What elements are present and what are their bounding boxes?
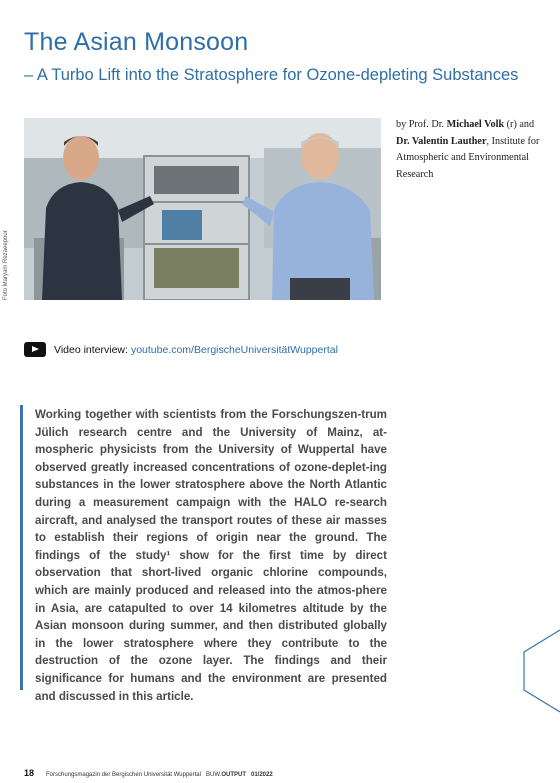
brand-part-b: OUTPUT — [221, 772, 246, 778]
abstract-accent-bar — [20, 405, 23, 690]
byline-affiliation: , Institute for Atmospheric and Environmental Research — [396, 135, 540, 180]
byline-mid: (r) and — [504, 119, 535, 130]
video-label: Video interview: — [54, 343, 128, 356]
article-photo — [24, 118, 381, 300]
article-subtitle: – A Turbo Lift into the Stratosphere for Ozone-depleting Substances — [24, 66, 519, 84]
brand-part-a: BUW. — [205, 772, 222, 778]
page-footer — [24, 768, 273, 778]
play-icon[interactable] — [24, 342, 46, 357]
magazine-name: Forschungsmagazin der Bergischen Universität Wuppertal — [46, 772, 201, 778]
article-title: The Asian Monsoon — [24, 28, 249, 56]
issue-number: 01/2022 — [251, 772, 273, 778]
video-interview-row — [24, 342, 338, 357]
author-byline — [396, 117, 546, 183]
video-link[interactable]: youtube.com/BergischeUniversitätWuppertal — [130, 343, 338, 356]
author-name-2: Dr. Valentin Lauther — [396, 135, 487, 147]
magazine-brand — [206, 772, 246, 778]
article-abstract: Working together with scientists from the Forschungszen-trum Jülich research centre and the University of Mainz, at-mospheric physicists from the University of Wuppertal have observed greatly increased concentrations of ozone-deplet-ing substances in the lower stratosphere above the North Atlantic during a measurement campaign with the HALO re-search aircraft, and analysed the transport routes of these air masses to establish their regions of origin near the ground. The findings of the study¹ show for the first time by direct observation that short-lived organic chlorine compounds, which are mainly produced and released into the atmos-phere in Asia, are catapulted to over 14 kilometres altitude by the Asian monsoon during summer, and then distributed globally in the lower stratosphere where they contribute to the destruction of the ozone layer. The findings and their significance for humans and the environment are presented and discussed in this article. — [35, 408, 387, 703]
page-number: 18 — [24, 768, 35, 778]
byline-prefix: by Prof. Dr. — [396, 119, 447, 130]
photo-credit: Foto Maryam Rezaeepour — [3, 230, 9, 300]
author-name-1: Michael Volk — [446, 119, 505, 130]
